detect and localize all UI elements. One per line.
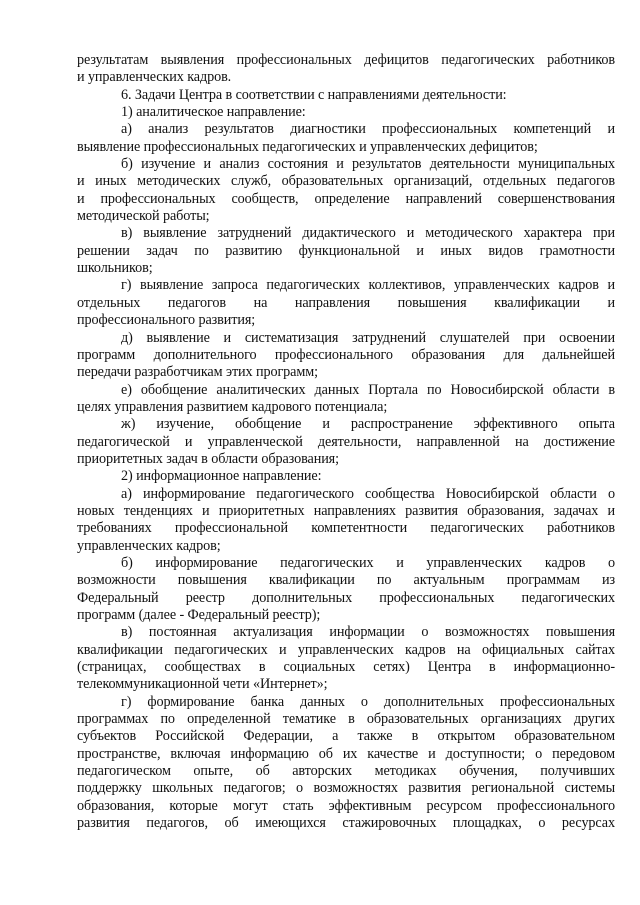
text-line: б) изучение и анализ состояния и результатов деятельности муниципальных <box>121 156 615 173</box>
text-line: новых тенденциях и приоритетных направлениях развития образования, задачах и <box>77 502 615 519</box>
text-line: е) обобщение аналитических данных Портала по Новосибирской области в <box>121 381 615 398</box>
text-line: и профессиональных сообществ, определение направлений совершенствования <box>77 190 615 207</box>
text-line: г) формирование банка данных о дополнительных профессиональных <box>121 693 615 710</box>
text-line: б) информирование педагогических и управленческих кадров о <box>121 554 615 571</box>
text-line: пространстве, включая информацию об их качестве и доступности; о передовом <box>77 745 615 762</box>
text-line: программах по определенной тематике в образовательных организациях других <box>77 711 615 728</box>
text-line: в) постоянная актуализация информации о возможностях повышения <box>121 624 615 641</box>
text-line: и управленческих кадров. <box>77 69 232 86</box>
text-line: программ (далее - Федеральный реестр); <box>77 607 321 623</box>
text-line: в) выявление затруднений дидактического и методического характера при <box>121 225 615 242</box>
text-line: 6. Задачи Центра в соответствии с направлениями деятельности: <box>121 86 507 103</box>
text-line: возможности повышения квалификации по актуальным программам из <box>77 572 615 589</box>
text-line: субъектов Российской Федерации, а также в открытом образовательном <box>77 728 615 745</box>
text-line: методической работы; <box>77 208 210 225</box>
text-line: поддержку школьных педагогов; о возможностях развития региональной системы <box>77 780 615 797</box>
text-line: 2) информационное направление: <box>121 468 322 485</box>
text-line: телекоммуникационной чети «Интернет»; <box>77 676 328 693</box>
text-line: квалификации педагогических и управленческих кадров на официальных сайтах <box>77 641 615 658</box>
text-line: решении задач по развитию функциональной и иных видов грамотности <box>77 242 615 259</box>
text-line: Федеральный реестр дополнительных профессиональных педагогических <box>77 589 615 606</box>
text-line: развития педагогов, об имеющихся стажировочных площадках, о ресурсах <box>77 815 615 832</box>
text-line: а) анализ результатов диагностики профессиональных компетенций и <box>121 121 615 138</box>
text-line: приоритетных задач в области образования; <box>77 450 339 467</box>
document-body <box>77 52 615 832</box>
text-line: выявление профессиональных педагогических и управленческих дефицитов; <box>77 138 538 155</box>
text-line: управленческих кадров; <box>77 537 221 554</box>
text-line: д) выявление и систематизация затруднений слушателей при освоении <box>121 329 615 346</box>
text-line: педагогическом опыте, об авторских методиках обучения, получивших <box>77 763 615 780</box>
text-line: (страницах, сообществах в социальных сетях) Центра в информационно- <box>77 659 615 676</box>
text-line: целях управления развитием кадрового потенциала; <box>77 398 388 415</box>
text-line: требованиях профессиональной компетентности педагогических работников <box>77 520 615 537</box>
text-line: программ дополнительного профессионального образования для дальнейшей <box>77 346 615 363</box>
text-line: 1) аналитическое направление: <box>121 104 306 121</box>
text-line: отдельных педагогов на направления повышения квалификации и <box>77 294 615 311</box>
text-line: г) выявление запроса педагогических коллективов, управленческих кадров и <box>121 277 615 294</box>
text-line: образования, которые могут стать эффективным ресурсом профессионального <box>77 797 615 814</box>
text-line: педагогической и управленческой деятельности, направленной на достижение <box>77 433 615 450</box>
text-line: а) информирование педагогического сообщества Новосибирской области о <box>121 485 615 502</box>
text-line: профессионального развития; <box>77 312 256 329</box>
text-line: и иных методических служб, образовательных организаций, отдельных педагогов <box>77 173 615 190</box>
text-line: передачи разработчикам этих программ; <box>77 364 318 381</box>
text-line: школьников; <box>77 260 153 277</box>
text-line: результатам выявления профессиональных дефицитов педагогических работников <box>77 52 615 68</box>
text-line: ж) изучение, обобщение и распространение эффективного опыта <box>121 416 615 433</box>
